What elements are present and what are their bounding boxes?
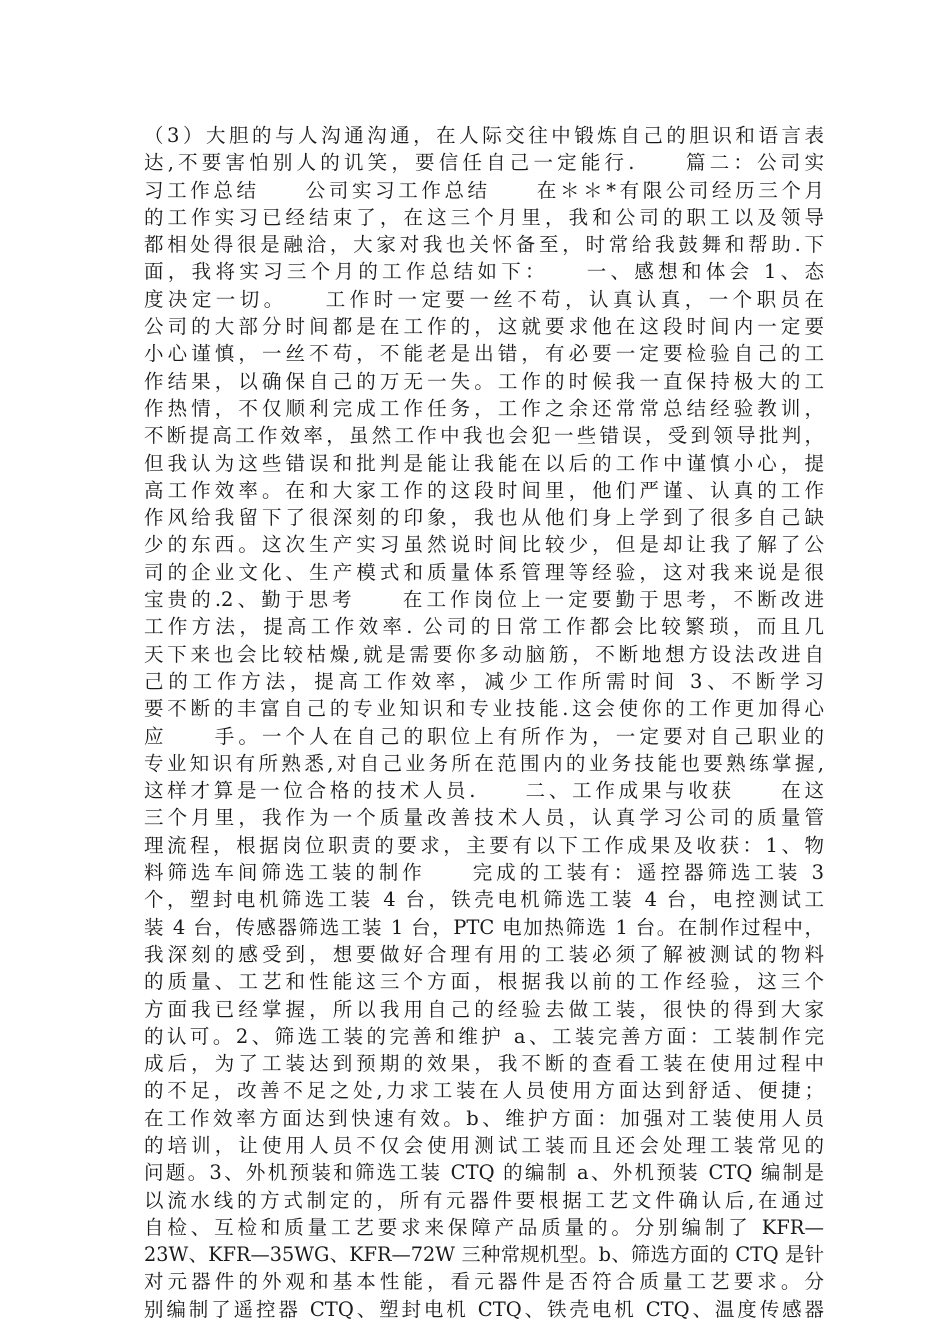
text-line: 个，塑封电机筛选工装 4 台，铁壳电机筛选工装 4 台，电控测试工	[144, 888, 824, 912]
text-line: 司的企业文化、生产模式和质量体系管理等经验，这对我来说是很	[144, 560, 824, 584]
text-line: 习工作总结 公司实习工作总结 在＊＊*有限公司经历三个月	[144, 178, 824, 202]
text-line: 的工作实习已经结束了，在这三个月里，我和公司的职工以及领导	[144, 205, 824, 229]
body-text	[144, 122, 824, 1323]
text-line: （3）大胆的与人沟通沟通，在人际交往中锻炼自己的胆识和语言表	[144, 124, 824, 147]
text-line: 的不足，改善不足之处,力求工装在人员使用方面达到舒适、便捷；	[144, 1079, 824, 1103]
text-line: 我深刻的感受到，想要做好合理有用的工装必须了解被测试的物料	[144, 942, 824, 966]
text-line: 都相处得很是融洽，大家对我也关怀备至，时常给我鼓舞和帮助.下	[144, 233, 824, 257]
text-line: 公司的大部分时间都是在工作的，这就要求他在这段时间内一定要	[144, 315, 824, 339]
text-line: 度决定一切。 工作时一定要一丝不苟，认真认真，一个职员在	[144, 287, 824, 311]
text-line: 23W、KFR—35WG、KFR—72W 三种常规机型。b、筛选方面的 CTQ 是针	[144, 1243, 824, 1267]
text-line: 料筛选车间筛选工装的制作 完成的工装有：遥控器筛选工装 3	[144, 861, 824, 885]
text-line: 小心谨慎，一丝不苟，不能老是出错，有必要一定要检验自己的工	[144, 342, 824, 366]
text-line: 工作方法，提高工作效率. 公司的日常工作都会比较繁琐，而且几	[144, 615, 824, 639]
text-line: 对元器件的外观和基本性能，看元器件是否符合质量工艺要求。分	[144, 1270, 824, 1294]
text-line: 面，我将实习三个月的工作总结如下： 一、感想和体会 1、态	[144, 260, 824, 284]
text-line: 达,不要害怕别人的讥笑，要信任自己一定能行. 篇二：公司实	[144, 151, 824, 175]
text-line: 的认可。2、筛选工装的完善和维护 a、工装完善方面：工装制作完	[144, 1024, 824, 1048]
text-line: 作结果，以确保自己的万无一失。工作的时候我一直保持极大的工	[144, 369, 824, 393]
text-line: 的培训，让使用人员不仅会使用测试工装而且还会处理工装常见的	[144, 1133, 824, 1157]
text-line: 以流水线的方式制定的，所有元器件要根据工艺文件确认后,在通过	[144, 1188, 824, 1212]
text-line: 问题。3、外机预装和筛选工装 CTQ 的编制 a、外机预装 CTQ 编制是	[144, 1161, 824, 1185]
text-line: 成后，为了工装达到预期的效果，我不断的查看工装在使用过程中	[144, 1052, 824, 1076]
text-line: 宝贵的.2、勤于思考 在工作岗位上一定要勤于思考，不断改进	[144, 588, 824, 612]
text-line: 要不断的丰富自己的专业知识和专业技能.这会使你的工作更加得心	[144, 697, 824, 721]
text-line: 作热情，不仅顺利完成工作任务，工作之余还常常总结经验教训，	[144, 396, 824, 420]
text-line: 但我认为这些错误和批判是能让我能在以后的工作中谨慎小心，提	[144, 451, 824, 475]
text-line: 自检、互检和质量工艺要求来保障产品质量的。分别编制了 KFR—	[144, 1215, 824, 1239]
text-line: 少的东西。这次生产实习虽然说时间比较少，但是却让我了解了公	[144, 533, 824, 557]
text-line: 装 4 台，传感器筛选工装 1 台，PTC 电加热筛选 1 台。在制作过程中，	[144, 915, 824, 939]
text-line: 理流程，根据岗位职责的要求，主要有以下工作成果及收获：1、物	[144, 833, 824, 857]
text-line: 己的工作方法，提高工作效率，减少工作所需时间 3、不断学习	[144, 669, 824, 693]
text-line: 专业知识有所熟悉,对自己业务所在范围内的业务技能也要熟练掌握,	[144, 751, 824, 775]
text-line: 应 手。一个人在自己的职位上有所作为，一定要对自己职业的	[144, 724, 824, 748]
text-line: 天下来也会比较枯燥,就是需要你多动脑筋，不断地想方设法改进自	[144, 642, 824, 666]
text-line: 这样才算是一位合格的技术人员. 二、工作成果与收获 在这	[144, 779, 824, 803]
text-line: 作风给我留下了很深刻的印象，我也从他们身上学到了很多自己缺	[144, 506, 824, 530]
text-line: 不断提高工作效率，虽然工作中我也会犯一些错误，受到领导批判，	[144, 424, 824, 448]
text-line: 三个月里，我作为一个质量改善技术人员，认真学习公司的质量管	[144, 806, 824, 830]
text-line: 高工作效率。在和大家工作的这段时间里，他们严谨、认真的工作	[144, 478, 824, 502]
text-line: 别编制了遥控器 CTQ、塑封电机 CTQ、铁壳电机 CTQ、温度传感器	[144, 1297, 824, 1321]
text-line: 在工作效率方面达到快速有效。b、维护方面：加强对工装使用人员	[144, 1106, 824, 1130]
text-line: 的质量、工艺和性能这三个方面，根据我以前的工作经验，这三个	[144, 970, 824, 994]
text-line: 方面我已经掌握，所以我用自己的经验去做工装，很快的得到大家	[144, 997, 824, 1021]
